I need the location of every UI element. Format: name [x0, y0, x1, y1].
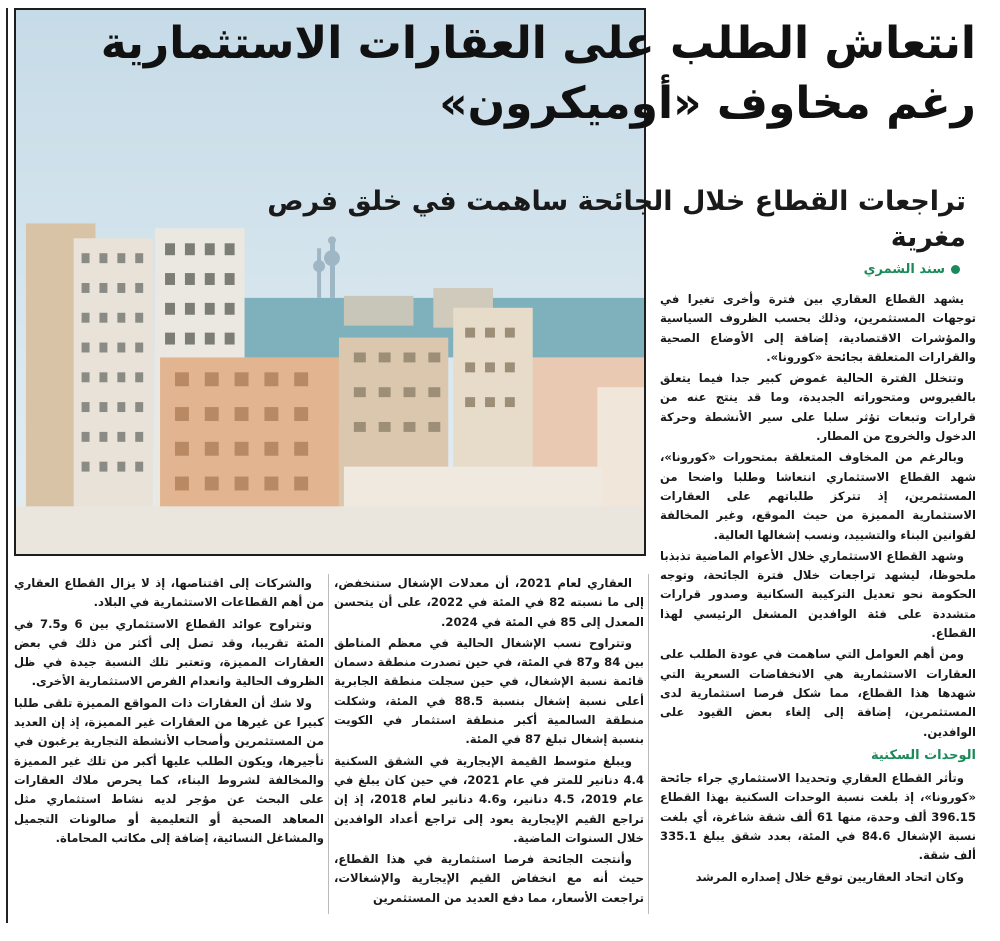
author-name: سند الشمري	[863, 262, 945, 277]
paragraph: ومن أهم العوامل التي ساهمت في عودة الطلب على العقارات الاستثمارية هي الانخفاضات السعرية التي شهدها هذا القطاع، مما شكل فرصا استثمارية لدى المستثمرين، إضافة إلى إلغاء بعض القيود على الوافدين.	[660, 647, 976, 739]
headline	[96, 14, 976, 134]
paragraph: العقاري لعام 2021، أن معدلات الإشغال ستنخفض، إلى ما نسبته 82 في المئة في 2022، على أن يتحسن المعدل إلى 85 في المئة في 2024.	[334, 576, 644, 629]
paragraph: ويبلغ متوسط القيمة الإيجارية في الشقق السكنية 4.4 دنانير للمتر في عام 2021، في حين كان يبلغ في عام 2019، 4.5 دنانير، و4.6 دنانير لعام 2018، إذ إن تراجع القيم الإيجارية يعود إلى تراجع أعداد الوافدين خلال السنوات الماضية.	[334, 753, 644, 845]
paragraph: وتتراوح عوائد القطاع الاستثماري بين 6 و7.5 في المئة تقريبا، وقد تصل إلى أكثر من ذلك في بعض العقارات المميزة، وتعتبر تلك النسبة جيدة في ظل الظروف الحالية وانعدام الفرص الاستثمارية الأخرى.	[14, 616, 324, 689]
paragraph: وتتراوح نسب الإشغال الحالية في معظم المناطق بين 84 و87 في المئة، في حين تصدرت منطقة دسمان قائمة نسبة الإشغال، في حين سجلت منطقة الجابرية أعلى نسبة إشغال بنسبة 88.5 في المئة، وشكلت منطقة السالمية أكبر منطقة استثمار في الكويت بنسبة إشغال تبلغ 87 في المئة.	[334, 635, 644, 747]
article-column-left	[14, 574, 324, 874]
paragraph: وتأثر القطاع العقاري وتحديدا الاستثماري جراء جائحة «كورونا»، إذ بلغت نسبة الوحدات السكنية بهذا القطاع 396.15 ألف وحدة، منها 61 ألف شقة شاغرة، أي بلغت نسبة الإشغال 84.6 في المئة، بعدد شقق يبلغ 335.1 ألف شقة.	[660, 771, 976, 863]
column-divider	[648, 574, 649, 914]
article-column-middle	[334, 574, 644, 914]
headline-line-2: رغم مخاوف «أوميكرون»	[439, 78, 976, 129]
paragraph: وتتخلل الفترة الحالية غموض كبير جدا فيما يتعلق بالفيروس ومتحوراته الجديدة، وما قد ينتج عنه من قرارات وتبعات تؤثر سلبا على سير الأنشطة وحركة الدخول والخروج من المطار.	[660, 371, 976, 444]
article-column-right	[660, 290, 976, 930]
paragraph: يشهد القطاع العقاري بين فترة وأخرى تغيرا في توجهات المستثمرين، وذلك بحسب الظروف السياسية والمؤشرات الاقتصادية، إضافة إلى الأوضاع الصحية والقرارات المتعلقة بجائحة «كورونا».	[660, 292, 976, 364]
paragraph: وبالرغم من المخاوف المتعلقة بمتحورات «كورونا»، شهد القطاع الاستثماري انتعاشا وطلبا واضحا من المستثمرين، إذ تتركز طلباتهم على العقارات الاستثمارية المميزة من حيث الموقع، وغير المخالفة لقوانين البناء والتشييد، ونسب إشغالها العالية.	[660, 450, 976, 542]
paragraph: وكان اتحاد العقاريين توقع خلال إصداره المرشد	[695, 869, 964, 884]
byline	[710, 262, 960, 277]
paragraph: والشركات إلى اقتناصها، إذ لا يزال القطاع العقاري من أهم القطاعات الاستثمارية في البلاد.	[14, 576, 324, 610]
paragraph: وشهد القطاع الاستثماري خلال الأعوام الماضية تذبذبا ملحوظا، ليشهد تراجعات خلال فترة الجائحة، وتوجه الحكومة نحو تعديل التركيبة السكانية وصدور قرارات متشددة على فئة الوافدين المشغل الرئيسي لهذا القطاع.	[660, 548, 976, 641]
paragraph: ولا شك أن العقارات ذات المواقع المميزة تلقى طلبا كبيرا عن غيرها من العقارات غير المميزة، إذ إن العديد من المستثمرين وأصحاب الأنشطة التجارية يرغبون في تأجيرها، ويكون الطلب عليها أكبر من تلك غير المميزة والمخالفة لشروط البناء، كما يحرص ملاك العقارات على البحث عن مؤجر لديه نشاط استثماري مثل المعاهد الصحية أو التعليمية أو صالونات التجميل والمشاغل النسائية، إضافة إلى مكاتب المحاماة.	[14, 695, 324, 845]
column-divider	[328, 574, 329, 914]
bullet-icon	[951, 265, 960, 274]
subheadline: تراجعات القطاع خلال الجائحة ساهمت في خلق فرص مغرية	[267, 186, 966, 253]
column-rule	[6, 8, 8, 923]
section-title: الوحدات السكنية	[870, 747, 976, 763]
headline-line-1: انتعاش الطلب على العقارات الاستثمارية	[100, 18, 976, 69]
paragraph: وأنتجت الجائحة فرصا استثمارية في هذا القطاع، حيث أنه مع انخفاض القيم الإيجارية والإشغالات، تراجعت الأسعار، مما دفع العديد من المستثمرين	[334, 852, 644, 905]
